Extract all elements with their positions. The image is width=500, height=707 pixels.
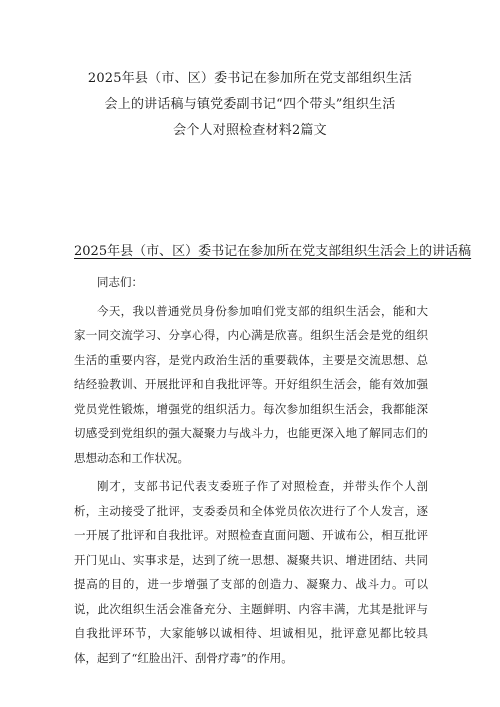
title-line-1: 2025年县（市、区）委书记在参加所在党支部组织生活 — [87, 71, 413, 86]
paragraph-1: 今天，我以普通党员身份参加咱们党支部的组织生活会，能和大家一同交流学习、分享心得，内心满是欣喜。组织生活会是党的组织生活的重要内容，是党内政治生活的重要载体，主要是交流思想、总结经验教训、开展批评和自我批评等。开好组织生活会，能有效加强党员党性锻炼，增强党的组织活力。每次参加组织生活会，我都能深切感受到党组织的强大凝聚力与战斗力，也能更深入地了解同志们的思想动态和工作状况。 — [74, 303, 428, 465]
paragraph-2: 刚才，支部书记代表支委班子作了对照检查，并带头作个人剖析，主动接受了批评，支委委员和全体党员依次进行了个人发言，逐一开展了批评和自我批评。对照检查直面问题、开诚布公，相互批评开门见山、实事求是，达到了统一思想、凝聚共识、增进团结、共同提高的目的，进一步增强了支部的创造力、凝聚力、战斗力。可以说，此次组织生活会准备充分、主题鲜明、内容丰满，尤其是批评与自我批评环节，大家能够以诚相待、坦诚相见，批评意见都比较具体，起到了“红脸出汗、刮骨疗毒”的作用。 — [74, 479, 428, 665]
salutation: 同志们： — [97, 275, 143, 289]
body-text — [74, 270, 428, 674]
title-line-2: 会上的讲话稿与镇党委副书记“四个带头”组织生活 — [104, 97, 396, 112]
document-title — [0, 66, 500, 144]
section-heading: 2025年县（市、区）委书记在参加所在党支部组织生活会上的讲话稿 — [74, 244, 472, 259]
title-line-3: 会个人对照检查材料2篇文 — [173, 123, 327, 138]
